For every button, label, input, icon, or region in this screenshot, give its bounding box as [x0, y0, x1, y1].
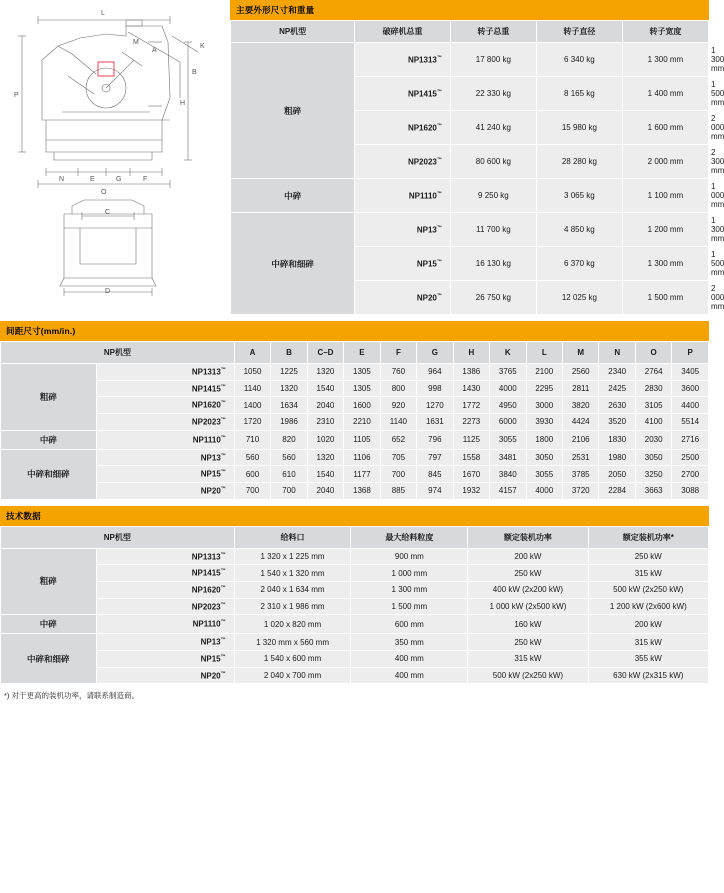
table-row [231, 43, 709, 77]
diagram-svg [2, 2, 226, 294]
cell-rated-power-alt: 1 200 kW (2x600 kW) [588, 598, 708, 615]
table-row [231, 213, 709, 247]
cell-G: 797 [417, 449, 453, 466]
cell-N: 2050 [599, 466, 635, 483]
cell-O: 3050 [635, 449, 671, 466]
group-label-secondary: 中碎 [1, 615, 97, 634]
crusher-dimension-diagram [0, 0, 226, 294]
cell-H: 1932 [453, 482, 489, 499]
group-label-secondary-tertiary: 中碎和细碎 [1, 449, 97, 499]
cell-M: 2531 [563, 449, 599, 466]
cell-G: 796 [417, 430, 453, 449]
row-model: NP20™ [355, 281, 451, 315]
cell-rotor-weight: 15 980 kg [536, 111, 622, 145]
cell-K: 3055 [490, 430, 526, 449]
cell-B: 700 [271, 482, 307, 499]
cell-rotor-diameter: 2 000 mm [622, 145, 708, 179]
row-model: NP13™ [96, 449, 234, 466]
table-row [1, 667, 709, 684]
table-row [1, 364, 709, 381]
cell-CD: 2040 [307, 482, 343, 499]
cell-E: 1305 [344, 364, 380, 381]
cell-rated-power-alt: 315 kW [588, 565, 708, 582]
cell-M: 2560 [563, 364, 599, 381]
clearances-table [0, 341, 709, 500]
cell-E: 1105 [344, 430, 380, 449]
col-header-max-feed-size: 最大给料粒度 [351, 526, 468, 548]
dimensions-weights-table [230, 20, 724, 315]
cell-B: 1225 [271, 364, 307, 381]
cell-K: 3840 [490, 466, 526, 483]
table-row [1, 548, 709, 565]
cell-E: 1177 [344, 466, 380, 483]
cell-A: 700 [234, 482, 270, 499]
table-row [1, 482, 709, 499]
cell-feed-opening: 2 040 x 700 mm [234, 667, 351, 684]
row-model: NP1620™ [355, 111, 451, 145]
cell-rotor-diameter: 1 400 mm [622, 77, 708, 111]
cell-F: 760 [380, 364, 416, 381]
cell-P: 3405 [672, 364, 709, 381]
table-row [1, 430, 709, 449]
table-row [1, 466, 709, 483]
cell-G: 845 [417, 466, 453, 483]
cell-A: 560 [234, 449, 270, 466]
cell-CD: 1320 [307, 449, 343, 466]
cell-P: 3600 [672, 380, 709, 397]
cell-rated-power: 500 kW (2x250 kW) [468, 667, 588, 684]
row-model: NP1415™ [355, 77, 451, 111]
top-section [0, 0, 724, 315]
footnote: *) 对于更高的装机功率，请联系制造商。 [4, 691, 139, 701]
col-header-P: P [672, 342, 709, 364]
table-header-row [1, 526, 709, 548]
cell-total-weight: 41 240 kg [450, 111, 536, 145]
cell-feed-opening: 1 540 x 600 mm [234, 650, 351, 667]
cell-H: 1430 [453, 380, 489, 397]
group-label-secondary-tertiary: 中碎和细碎 [1, 634, 97, 684]
col-header-feed-opening: 给料口 [234, 526, 351, 548]
dimensions-weights-section [226, 0, 724, 315]
cell-max-feed-size: 600 mm [351, 615, 468, 634]
diagram-label-P: P [14, 92, 19, 99]
cell-K: 3765 [490, 364, 526, 381]
cell-H: 1558 [453, 449, 489, 466]
row-model: NP1620™ [96, 397, 234, 414]
row-model: NP2023™ [96, 598, 234, 615]
row-model: NP15™ [355, 247, 451, 281]
cell-CD: 1020 [307, 430, 343, 449]
col-header-model: NP机型 [1, 342, 235, 364]
cell-K: 4950 [490, 397, 526, 414]
cell-rated-power-alt: 250 kW [588, 548, 708, 565]
cell-CD: 1320 [307, 364, 343, 381]
cell-P: 4400 [672, 397, 709, 414]
col-header-model: NP机型 [231, 21, 355, 43]
row-model: NP13™ [355, 213, 451, 247]
row-model: NP20™ [96, 482, 234, 499]
cell-L: 2295 [526, 380, 562, 397]
col-header-N: N [599, 342, 635, 364]
cell-F: 800 [380, 380, 416, 397]
col-header-L: L [526, 342, 562, 364]
row-model: NP1110™ [96, 615, 234, 634]
cell-O: 2030 [635, 430, 671, 449]
cell-rated-power: 1 000 kW (2x500 kW) [468, 598, 588, 615]
cell-rotor-weight: 6 340 kg [536, 43, 622, 77]
diagram-label-M: M [133, 39, 139, 46]
cell-rotor-weight: 6 370 kg [536, 247, 622, 281]
table-header-row [231, 21, 709, 43]
cell-rated-power: 200 kW [468, 548, 588, 565]
table-row [1, 615, 709, 634]
cell-CD: 2040 [307, 397, 343, 414]
cell-L: 3055 [526, 466, 562, 483]
cell-O: 2764 [635, 364, 671, 381]
cell-O: 4100 [635, 413, 671, 430]
row-model: NP1110™ [96, 430, 234, 449]
table-row [1, 397, 709, 414]
row-model: NP13™ [96, 634, 234, 651]
row-model: NP1415™ [96, 565, 234, 582]
cell-H: 1125 [453, 430, 489, 449]
cell-M: 3820 [563, 397, 599, 414]
col-header-rotor-width: 转子宽度 [622, 21, 708, 43]
cell-rated-power-alt: 315 kW [588, 634, 708, 651]
table-row [1, 650, 709, 667]
row-model: NP1313™ [355, 43, 451, 77]
diagram-label-C: C [105, 209, 111, 216]
diagram-label-H: H [180, 100, 186, 107]
cell-K: 6000 [490, 413, 526, 430]
table-row [1, 413, 709, 430]
cell-H: 1386 [453, 364, 489, 381]
diagram-label-E: E [90, 176, 95, 183]
cell-rated-power-alt: 500 kW (2x250 kW) [588, 581, 708, 598]
cell-L: 4000 [526, 482, 562, 499]
cell-N: 2425 [599, 380, 635, 397]
col-header-CD: C–D [307, 342, 343, 364]
technical-data-section [0, 506, 709, 685]
cell-rotor-diameter: 1 200 mm [622, 213, 708, 247]
cell-N: 2284 [599, 482, 635, 499]
cell-F: 652 [380, 430, 416, 449]
col-header-H: H [453, 342, 489, 364]
cell-rotor-weight: 12 025 kg [536, 281, 622, 315]
cell-P: 5514 [672, 413, 709, 430]
cell-rotor-diameter: 1 100 mm [622, 179, 708, 213]
cell-M: 3720 [563, 482, 599, 499]
cell-E: 1305 [344, 380, 380, 397]
cell-F: 1140 [380, 413, 416, 430]
table-row [1, 581, 709, 598]
table-row [1, 449, 709, 466]
col-header-B: B [271, 342, 307, 364]
col-header-total-weight: 破碎机总重 [355, 21, 451, 43]
cell-O: 2830 [635, 380, 671, 397]
diagram-label-O: O [101, 189, 107, 196]
technical-data-title: 技术数据 [0, 506, 709, 526]
row-model: NP1620™ [96, 581, 234, 598]
cell-feed-opening: 1 020 x 820 mm [234, 615, 351, 634]
cell-P: 3088 [672, 482, 709, 499]
cell-total-weight: 26 750 kg [450, 281, 536, 315]
col-header-O: O [635, 342, 671, 364]
col-header-F: F [380, 342, 416, 364]
cell-CD: 2310 [307, 413, 343, 430]
col-header-G: G [417, 342, 453, 364]
table-row [1, 565, 709, 582]
cell-feed-opening: 2 310 x 1 986 mm [234, 598, 351, 615]
technical-data-table [0, 526, 709, 685]
cell-rated-power: 160 kW [468, 615, 588, 634]
col-header-rated-power: 额定装机功率 [468, 526, 588, 548]
cell-max-feed-size: 900 mm [351, 548, 468, 565]
cell-O: 3663 [635, 482, 671, 499]
col-header-rotor-weight: 转子总重 [450, 21, 536, 43]
cell-total-weight: 80 600 kg [450, 145, 536, 179]
cell-rated-power-alt: 200 kW [588, 615, 708, 634]
cell-M: 4424 [563, 413, 599, 430]
col-header-E: E [344, 342, 380, 364]
cell-N: 1830 [599, 430, 635, 449]
cell-O: 3105 [635, 397, 671, 414]
table-row [231, 179, 709, 213]
diagram-label-K: K [200, 43, 205, 50]
col-header-rotor-diameter: 转子直径 [536, 21, 622, 43]
cell-total-weight: 22 330 kg [450, 77, 536, 111]
cell-K: 4157 [490, 482, 526, 499]
diagram-label-L: L [101, 10, 105, 17]
table-row [1, 598, 709, 615]
cell-A: 1140 [234, 380, 270, 397]
row-model: NP2023™ [355, 145, 451, 179]
cell-F: 700 [380, 466, 416, 483]
cell-P: 2716 [672, 430, 709, 449]
cell-O: 3250 [635, 466, 671, 483]
cell-A: 600 [234, 466, 270, 483]
cell-rotor-weight: 3 065 kg [536, 179, 622, 213]
row-model: NP15™ [96, 650, 234, 667]
cell-K: 3481 [490, 449, 526, 466]
cell-L: 2100 [526, 364, 562, 381]
group-label-secondary: 中碎 [231, 179, 355, 213]
cell-M: 2106 [563, 430, 599, 449]
row-model: NP2023™ [96, 413, 234, 430]
diagram-label-B: B [192, 69, 197, 76]
clearances-title: 间距尺寸(mm/in.) [0, 321, 709, 341]
cell-E: 1368 [344, 482, 380, 499]
col-header-A: A [234, 342, 270, 364]
cell-CD: 1540 [307, 380, 343, 397]
cell-F: 705 [380, 449, 416, 466]
cell-A: 1720 [234, 413, 270, 430]
cell-K: 4000 [490, 380, 526, 397]
col-header-rated-power-alt: 额定装机功率* [588, 526, 708, 548]
cell-max-feed-size: 1 500 mm [351, 598, 468, 615]
diagram-label-F: F [143, 176, 148, 183]
table-row [1, 380, 709, 397]
dimensions-weights-title: 主要外形尺寸和重量 [230, 0, 709, 20]
cell-max-feed-size: 350 mm [351, 634, 468, 651]
cell-G: 1631 [417, 413, 453, 430]
cell-max-feed-size: 1 000 mm [351, 565, 468, 582]
cell-F: 885 [380, 482, 416, 499]
cell-L: 3930 [526, 413, 562, 430]
cell-L: 3050 [526, 449, 562, 466]
cell-M: 3785 [563, 466, 599, 483]
group-label-secondary-tertiary: 中碎和细碎 [231, 213, 355, 315]
col-header-M: M [563, 342, 599, 364]
cell-max-feed-size: 400 mm [351, 650, 468, 667]
cell-rotor-weight: 4 850 kg [536, 213, 622, 247]
cell-N: 1980 [599, 449, 635, 466]
row-model: NP1110™ [355, 179, 451, 213]
row-model: NP1313™ [96, 364, 234, 381]
cell-H: 1670 [453, 466, 489, 483]
cell-total-weight: 11 700 kg [450, 213, 536, 247]
cell-rotor-diameter: 1 600 mm [622, 111, 708, 145]
cell-G: 964 [417, 364, 453, 381]
cell-F: 920 [380, 397, 416, 414]
cell-rotor-weight: 8 165 kg [536, 77, 622, 111]
cell-B: 1634 [271, 397, 307, 414]
cell-feed-opening: 1 320 x 1 225 mm [234, 548, 351, 565]
cell-feed-opening: 1 540 x 1 320 mm [234, 565, 351, 582]
cell-P: 2700 [672, 466, 709, 483]
cell-N: 3520 [599, 413, 635, 430]
cell-feed-opening: 1 320 mm x 560 mm [234, 634, 351, 651]
cell-max-feed-size: 1 300 mm [351, 581, 468, 598]
row-model: NP15™ [96, 466, 234, 483]
diagram-label-A: A [152, 47, 157, 54]
row-model: NP20™ [96, 667, 234, 684]
cell-G: 1270 [417, 397, 453, 414]
table-header-row [1, 342, 709, 364]
cell-B: 820 [271, 430, 307, 449]
cell-A: 710 [234, 430, 270, 449]
cell-H: 1772 [453, 397, 489, 414]
cell-G: 998 [417, 380, 453, 397]
cell-rated-power: 400 kW (2x200 kW) [468, 581, 588, 598]
clearances-section [0, 321, 709, 500]
cell-rated-power-alt: 355 kW [588, 650, 708, 667]
cell-N: 2340 [599, 364, 635, 381]
cell-A: 1400 [234, 397, 270, 414]
diagram-label-G: G [116, 176, 122, 183]
col-header-K: K [490, 342, 526, 364]
row-model: NP1313™ [96, 548, 234, 565]
cell-feed-opening: 2 040 x 1 634 mm [234, 581, 351, 598]
cell-L: 3000 [526, 397, 562, 414]
group-label-primary: 粗碎 [1, 364, 97, 431]
cell-B: 560 [271, 449, 307, 466]
cell-B: 1320 [271, 380, 307, 397]
table-row [1, 634, 709, 651]
group-label-primary: 粗碎 [231, 43, 355, 179]
cell-rated-power: 315 kW [468, 650, 588, 667]
cell-rotor-diameter: 1 500 mm [622, 281, 708, 315]
cell-N: 2630 [599, 397, 635, 414]
cell-E: 1106 [344, 449, 380, 466]
cell-M: 2811 [563, 380, 599, 397]
cell-H: 2273 [453, 413, 489, 430]
cell-total-weight: 16 130 kg [450, 247, 536, 281]
cell-CD: 1540 [307, 466, 343, 483]
cell-rated-power-alt: 630 kW (2x315 kW) [588, 667, 708, 684]
group-label-primary: 粗碎 [1, 548, 97, 615]
cell-B: 610 [271, 466, 307, 483]
cell-G: 974 [417, 482, 453, 499]
cell-max-feed-size: 400 mm [351, 667, 468, 684]
cell-rotor-weight: 28 280 kg [536, 145, 622, 179]
cell-rated-power: 250 kW [468, 565, 588, 582]
col-header-model: NP机型 [1, 526, 235, 548]
cell-L: 1800 [526, 430, 562, 449]
cell-P: 2500 [672, 449, 709, 466]
cell-rotor-diameter: 1 300 mm [622, 247, 708, 281]
cell-E: 1600 [344, 397, 380, 414]
cell-E: 2210 [344, 413, 380, 430]
diagram-label-N: N [59, 176, 65, 183]
cell-A: 1050 [234, 364, 270, 381]
cell-rotor-diameter: 1 300 mm [622, 43, 708, 77]
cell-rated-power: 250 kW [468, 634, 588, 651]
cell-total-weight: 9 250 kg [450, 179, 536, 213]
cell-total-weight: 17 800 kg [450, 43, 536, 77]
diagram-label-D: D [105, 288, 111, 295]
cell-B: 1986 [271, 413, 307, 430]
group-label-secondary: 中碎 [1, 430, 97, 449]
row-model: NP1415™ [96, 380, 234, 397]
